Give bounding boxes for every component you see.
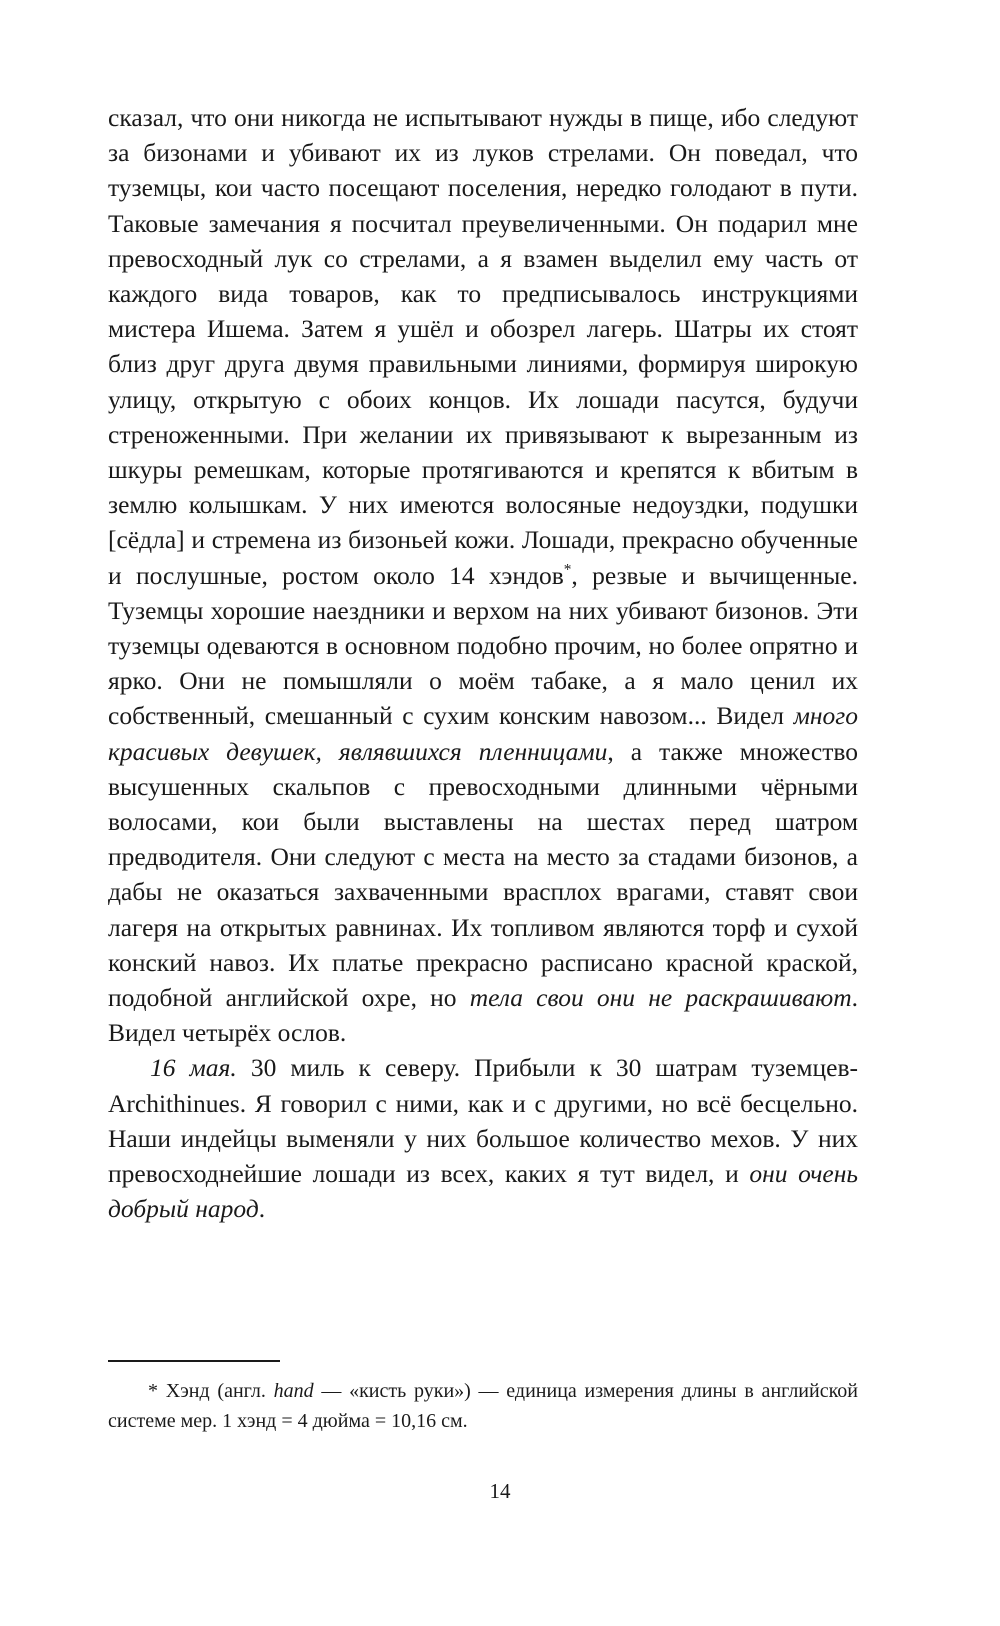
paragraph-2-italic: они очень добрый народ — [108, 1159, 858, 1224]
footnote-italic: hand — [273, 1380, 314, 1402]
footnote-reference-marker: * — [563, 561, 572, 579]
main-text — [108, 100, 858, 1227]
paragraph-2-text-2: . — [258, 1194, 266, 1224]
paragraph-2-date: 16 мая. — [150, 1053, 237, 1083]
footnote-text-2: — «кисть руки») — единица измерения длины в английской системе мер. 1 хэнд = 4 дюйма = 10,16 см. — [108, 1380, 858, 1432]
paragraph-2 — [108, 1050, 858, 1226]
paragraph-1-italic-2: тела свои они не раскрашивают — [469, 983, 852, 1013]
page-number: 14 — [489, 1479, 511, 1503]
footnote-marker: * — [148, 1380, 158, 1402]
paragraph-1-italic-1: много красивых девушек, являвшихся пленницами — [108, 701, 858, 766]
footnote — [108, 1376, 858, 1436]
paragraph-1-text-2: , резвые и вычищенные. Туземцы хорошие наездники и верхом на них убивают бизонов. Эти туземцы одеваются в основном подобно прочим, но более опрятно и ярко. Они не помышляли о моём табаке, а я мало ценил их собственный, смешанный с сухим конским навозом... Видел — [108, 560, 858, 731]
footnote-text-1: Хэнд (англ. — [158, 1380, 274, 1402]
paragraph-1-text-3: , а также множество высушенных скальпов с превосходными длинными чёрными волосами, кои были выставлены на шестах перед шатром предводителя. Они следуют с места на место за стадами бизонов, а дабы не оказаться захваченными врасплох врагами, ставят свои лагеря на открытых равнинах. Их топливом являются торф и сухой конский навоз. Их платье прекрасно расписано красной краской, подобной английской охре, но — [108, 736, 859, 1013]
paragraph-1 — [108, 100, 858, 1050]
page-body — [108, 100, 858, 1227]
footnote-divider — [108, 1360, 280, 1362]
paragraph-1-text-1: сказал, что они никогда не испытывают нужды в пище, ибо следуют за бизонами и убивают их из луков стрелами. Он поведал, что туземцы, кои часто посещают поселения, нередко голодают в пути. Таковые замечания я посчитал преувеличенными. Он подарил мне превосходный лук со стрелами, а я взамен выделил ему часть от каждого вида товаров, как то предписывалось инструкциями мистера Ишема. Затем я ушёл и обозрел лагерь. Шатры их стоят близ друг друга двумя правильными линиями, формируя широкую улицу, открытую с обоих концов. Их лошади пасутся, будучи стреноженными. При желании их привязывают к вырезанным из шкуры ремешкам, которые протягиваются и крепятся к вбитым в землю колышкам. У них имеются волосяные недоуздки, подушки [сёдла] и стремена из бизоньей кожи. Лошади, прекрасно обученные и послушные, ростом около 14 хэндов — [108, 103, 858, 590]
paragraph-2-text-1: 30 миль к северу. Прибыли к 30 шатрам туземцев-Archithinues. Я говорил с ними, как и с другими, но всё бесцельно. Наши индейцы выменяли у них большое количество мехов. У них превосходнейшие лошади из всех, каких я тут видел, и — [108, 1053, 858, 1189]
paragraph-1-text-4: . Видел четырёх ослов. — [108, 983, 858, 1048]
